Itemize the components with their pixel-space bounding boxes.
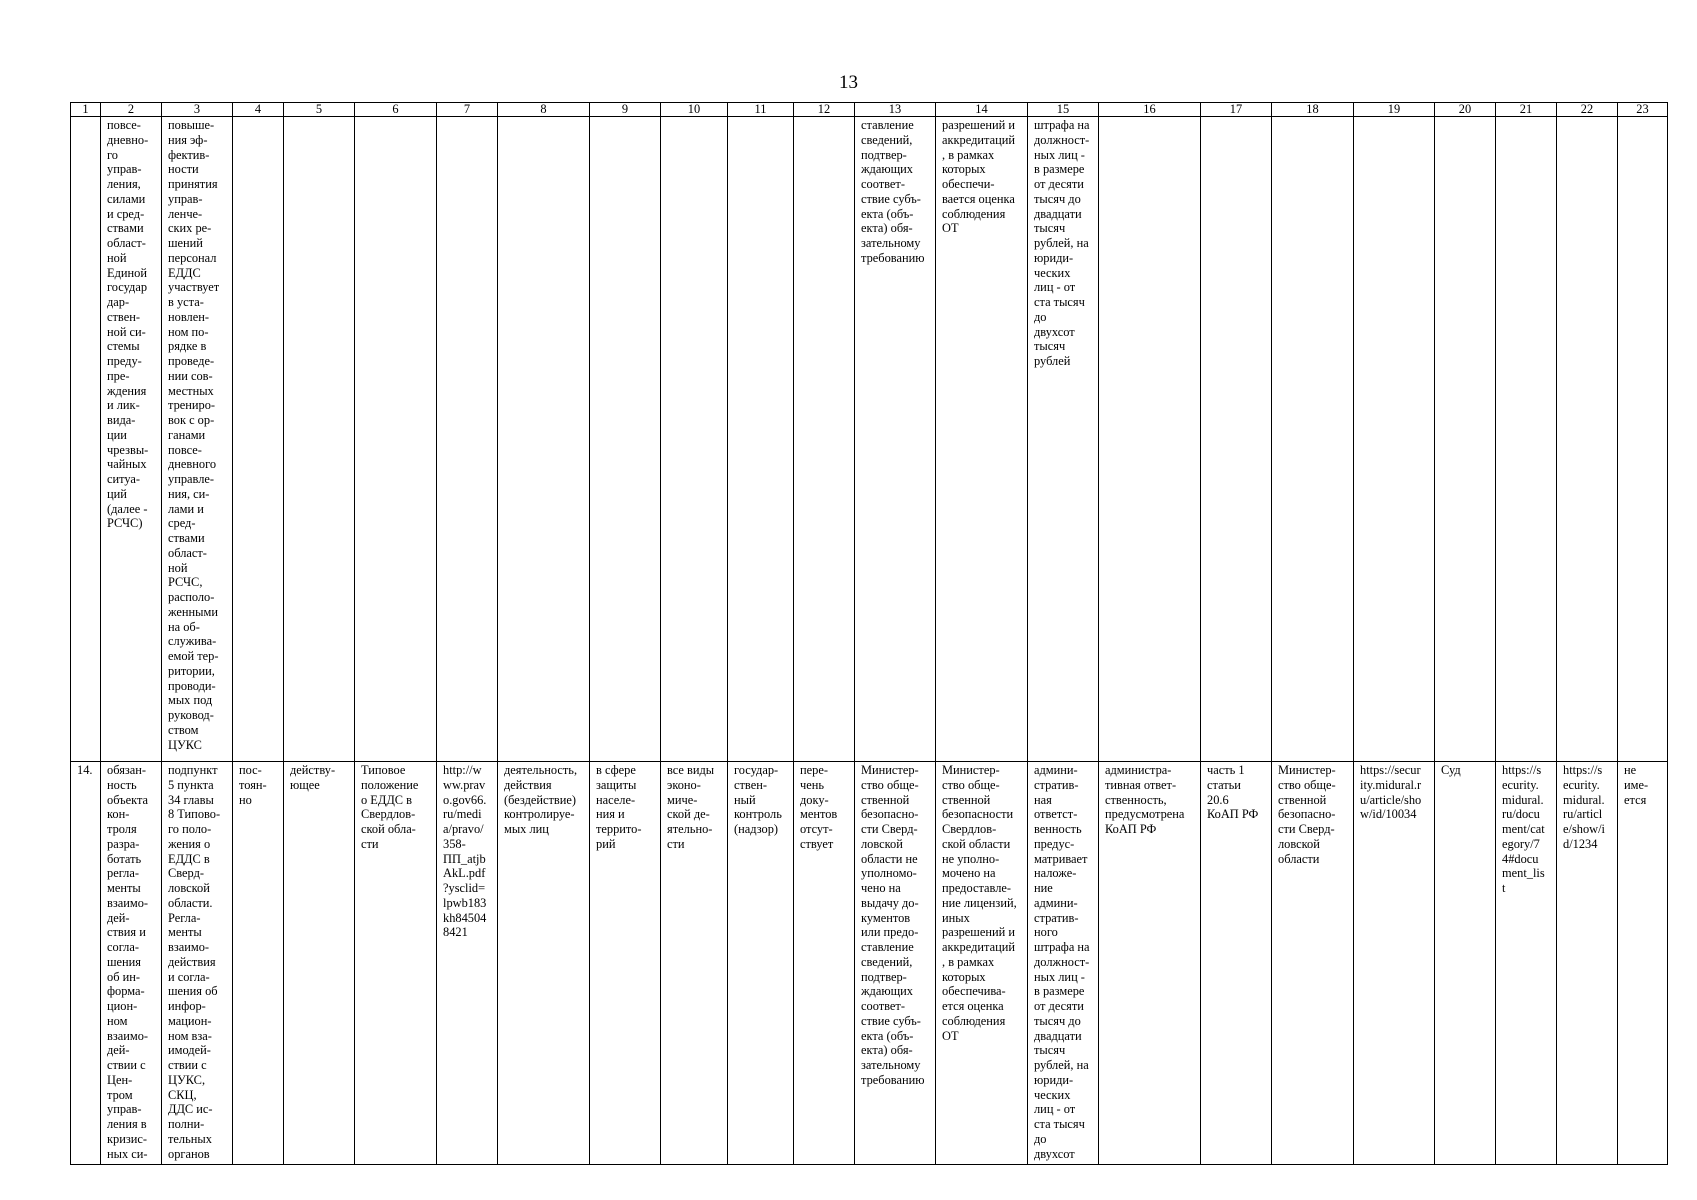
table-cell	[498, 117, 590, 762]
cell-text: подпункт 5 пункта 34 главы 8 Типово- го поло- жения о ЕДДС в Сверд- ловской области. Регла- менты взаимо- действия и согла- шения об инфор- мацион- ном вза- имодей- ствии с ЦУКС, СКЦ, ДДС ис- полни- тельных органов	[168, 763, 221, 1161]
table-cell	[71, 762, 101, 1165]
column-number-cell: 17	[1201, 103, 1272, 117]
table-cell	[590, 117, 661, 762]
table-cell	[71, 117, 101, 762]
column-number-cell: 22	[1557, 103, 1618, 117]
column-number-cell: 7	[437, 103, 498, 117]
table-cell	[162, 117, 233, 762]
table-cell	[1099, 117, 1201, 762]
table-cell	[1557, 762, 1618, 1165]
table-cell	[1028, 762, 1099, 1165]
table-cell	[728, 117, 794, 762]
table-cell	[437, 117, 498, 762]
table-cell	[1618, 117, 1668, 762]
table-cell	[855, 762, 936, 1165]
cell-text: ставление сведений, подтвер- ждающих соответ- ствие субъ- екта (объ- екта) обя- зательному требованию	[861, 118, 925, 265]
cell-text	[1207, 118, 1266, 761]
table-cell	[1272, 117, 1354, 762]
table-cell	[101, 117, 162, 762]
column-number-cell: 3	[162, 103, 233, 117]
cell-text: государ- ствен- ный контроль (надзор)	[734, 763, 782, 836]
cell-text: все виды эконо- миче- ской де- ятельно- сти	[667, 763, 715, 851]
column-number-cell: 11	[728, 103, 794, 117]
cell-text	[1105, 118, 1195, 761]
table-cell	[101, 762, 162, 1165]
cell-text: 14.	[77, 763, 93, 777]
cell-text: Министер- ство обще- ственной безопасности Свердлов- ской области не уполно- мочено на предоставле- ние лицензий, иных разрешений и аккредитаций , в рамках которых обеспечива- ется оценка соблюдения ОТ	[942, 763, 1017, 1043]
table-cell	[1496, 762, 1557, 1165]
table-cell	[1201, 117, 1272, 762]
table-cell	[1496, 117, 1557, 762]
cell-text	[77, 118, 95, 761]
cell-text	[504, 118, 584, 761]
cell-text: пере- чень доку- ментов отсут- ствует	[800, 763, 838, 851]
cell-text: повсе- дневно- го управ- ления, силами и сред- ствами област- ной Единой государ дар- ствен- ной си- стемы преду- пре- ждения и лик- вида- ции чрезвы- чайных ситуа- ций (далее - РСЧС)	[107, 118, 149, 531]
cell-text: действу- ющее	[290, 763, 336, 792]
table-cell	[661, 117, 728, 762]
cell-text	[800, 118, 849, 761]
table-cell	[855, 117, 936, 762]
table-cell	[794, 117, 855, 762]
column-number-cell: 12	[794, 103, 855, 117]
cell-text: штрафа на должност- ных лиц - в размере от десяти тысяч до двадцати тысяч рублей, на юриди- ческих лиц - от ста тысяч до двухсот тысяч рублей	[1034, 118, 1090, 368]
table-cell	[498, 762, 590, 1165]
cell-text	[1624, 118, 1662, 761]
cell-text: деятельность, действия (бездействие) контролируе- мых лиц	[504, 763, 578, 836]
cell-text: https://secur ity.midural.r u/article/sho w/id/10034	[1360, 763, 1422, 822]
cell-text: не име- ется	[1624, 763, 1649, 807]
column-number-cell: 8	[498, 103, 590, 117]
column-number-cell: 13	[855, 103, 936, 117]
cell-text: https://s ecurity. midural. ru/articl e/show/i d/1234	[1563, 763, 1605, 851]
cell-text: в сфере защиты населе- ния и террито- рий	[596, 763, 642, 851]
table-cell	[1435, 117, 1496, 762]
table-cell	[1354, 762, 1435, 1165]
cell-text: пос- тоян- но	[239, 763, 267, 807]
table-cell	[284, 762, 355, 1165]
table-cell	[661, 762, 728, 1165]
column-number-cell: 18	[1272, 103, 1354, 117]
table-cell	[590, 762, 661, 1165]
page-number: 13	[839, 72, 858, 93]
table-cell	[1618, 762, 1668, 1165]
table-cell	[1272, 762, 1354, 1165]
cell-text	[239, 118, 278, 761]
table-cell	[284, 117, 355, 762]
cell-text: Министер- ство обще- ственной безопасно- сти Сверд- ловской области не уполномо- чено на выдачу до- кументов или предо- ставление сведений, подтвер- ждающих соответ- ствие субъ- екта (объ- екта) обя- зательному требованию	[861, 763, 925, 1087]
column-number-cell: 21	[1496, 103, 1557, 117]
table-cell	[1557, 117, 1618, 762]
cell-text: обязан- ность объекта кон- троля разра- ботать регла- менты взаимо- дей- ствия и согла- шения об ин- форма- цион- ном взаимо- дей- ствии с Цен- тром управ- ления в кризис- ных си-	[107, 763, 149, 1161]
cell-text	[361, 118, 431, 761]
cell-text	[1278, 118, 1348, 761]
cell-text	[1360, 118, 1429, 761]
cell-text	[290, 118, 349, 761]
cell-text: разрешений и аккредитаций , в рамках которых обеспечи- вается оценка соблюдения ОТ	[942, 118, 1015, 236]
table-row	[71, 762, 1668, 1165]
cell-text	[1563, 118, 1612, 761]
register-table	[70, 102, 1668, 1165]
table-cell	[437, 762, 498, 1165]
column-number-cell: 2	[101, 103, 162, 117]
table-cell	[1028, 117, 1099, 762]
column-number-cell: 15	[1028, 103, 1099, 117]
table-cell	[162, 762, 233, 1165]
cell-text: повыше- ния эф- фектив- ности принятия управ- ленче- ских ре- шений персонал ЕДДС участвует в уста- новлен- ном по- рядке в проведе- нии сов- местных трениро- вок с ор- ганами повсе- дневного управле- ния, си- лами и сред- ствами област- ной РСЧС, располо- женными на об- служива- емой тер- ритории, проводи- мых под руковод- ством ЦУКС	[168, 118, 220, 752]
cell-text: https://s ecurity. midural. ru/docu ment/cat egory/7 4#docu ment_lis t	[1502, 763, 1545, 895]
table-row	[71, 117, 1668, 762]
table-cell	[936, 762, 1028, 1165]
table-cell	[1201, 762, 1272, 1165]
table-cell	[233, 117, 284, 762]
cell-text	[667, 118, 722, 761]
cell-text: часть 1 статьи 20.6 КоАП РФ	[1207, 763, 1259, 822]
table-cell	[794, 762, 855, 1165]
table-cell	[936, 117, 1028, 762]
cell-text: http://w ww.prav o.gov66. ru/medi a/pravo/ 358- ПП_atjb AkL.pdf ?ysclid= lpwb183 kh84504 8421	[443, 763, 487, 940]
cell-text: Типовое положение о ЕДДС в Свердлов- ской обла- сти	[361, 763, 419, 851]
column-number-cell: 5	[284, 103, 355, 117]
column-number-cell: 10	[661, 103, 728, 117]
column-number-row	[71, 103, 1668, 117]
column-number-cell: 14	[936, 103, 1028, 117]
column-number-cell: 9	[590, 103, 661, 117]
table-cell	[233, 762, 284, 1165]
cell-text	[596, 118, 655, 761]
cell-text	[443, 118, 492, 761]
column-number-cell: 16	[1099, 103, 1201, 117]
cell-text: админи- стратив- ная ответст- венность предус- матривает наложе- ние админи- стратив- ного штрафа на должност- ных лиц - в размере от десяти тысяч до двадцати тысяч рублей, на юриди- ческих лиц - от ста тысяч до двухсот	[1034, 763, 1090, 1161]
table-cell	[355, 762, 437, 1165]
table-cell	[1435, 762, 1496, 1165]
column-number-cell: 6	[355, 103, 437, 117]
table-cell	[728, 762, 794, 1165]
cell-text	[1502, 118, 1551, 761]
cell-text: Министер- ство обще- ственной безопасно- сти Сверд- ловской области	[1278, 763, 1336, 866]
cell-text	[1441, 118, 1490, 761]
column-number-cell: 19	[1354, 103, 1435, 117]
cell-text: администра- тивная ответ- ственность, предусмотрена КоАП РФ	[1105, 763, 1185, 836]
table-cell	[1354, 117, 1435, 762]
cell-text: Суд	[1441, 763, 1461, 777]
column-number-cell: 1	[71, 103, 101, 117]
column-number-cell: 20	[1435, 103, 1496, 117]
table-cell	[1099, 762, 1201, 1165]
column-number-cell: 23	[1618, 103, 1668, 117]
column-number-cell: 4	[233, 103, 284, 117]
cell-text	[734, 118, 788, 761]
table-cell	[355, 117, 437, 762]
